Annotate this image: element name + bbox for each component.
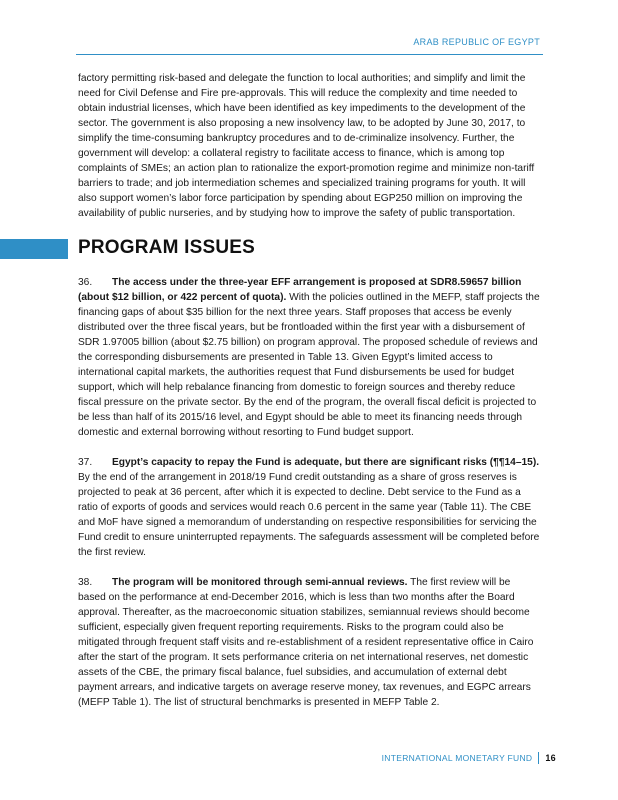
section-marker-bar	[0, 239, 68, 259]
paragraph-38	[78, 575, 540, 710]
intro-paragraph: factory permitting risk-based and delegate the function to local authorities; and simplify and limit the need for Civil Defense and Fire pre-approvals. This will reduce the complexity and time needed to obtain industrial licenses, which have been identified as key impediments to the development of the sector. The government is also proposing a new insolvency law, to be adopted by June 30, 2017, to simplify the time-consuming bankruptcy procedures and to de-criminalize insolvency. Further, the government will develop: a collateral registry to facilitate access to finance, which is among top complaints of SMEs; an action plan to rationalize the export-promotion regime and minimize non-tariff barriers to trade; and job intermediation schemes and specialized training programs for youth. It will also support women’s labor force participation by spending about EGP250 million on improving the availability of public nurseries, and by studying how to improve the safety of public transportation.	[78, 73, 535, 219]
paragraph-lead: The access under the three-year EFF arrangement is proposed at SDR8.59657 billion (about $12 billion, or 422 percent of quota).	[78, 277, 522, 303]
page-number: 16	[545, 753, 556, 763]
running-footer	[382, 752, 556, 764]
header-rule	[76, 54, 543, 55]
page-body	[78, 71, 540, 236]
section-title: PROGRAM ISSUES	[78, 237, 255, 258]
paragraph-body: With the policies outlined in the MEFP, staff projects the financing gaps of about $35 billion for the next three years. Staff proposes that access be evenly distributed over the three fiscal years, but be frontloaded within the first year with a disbursement of SDR 1.97005 billion (about $2.75 billion) on program approval. The proposed schedule of reviews and the corresponding disbursements are presented in Table 13. Given Egypt’s limited access to international capital markets, the authorities request that Fund disbursements be used for budget support, which will help rebalance financing from domestic to foreign sources and thereby reduce fiscal pressure on the private sector. By the end of the program, the overall fiscal deficit is projected to be less than half of its 2015/16 level, and Egypt should be able to meet its financing needs through domestic and external borrowing without resorting to Fund budget support.	[78, 292, 540, 438]
paragraph-body: The first review will be based on the performance at end-December 2016, which is less than two months after the Board approval. Thereafter, as the macroeconomic situation stabilizes, semiannual reviews should become sufficient, especially given frequent reporting requirements. Risks to the program could also be mitigated through frequent staff visits and re-establishment of a resident representative office in Cairo after the start of the program. It sets performance criteria on net international reserves, net domestic assets of the CBE, the primary fiscal balance, fuel subsidies, and accumulation of external debt payment arrears, and indicative targets on average reserve money, tax revenues, and EGPC arrears (MEFP Table 1). The list of structural benchmarks is presented in MEFP Table 2.	[78, 577, 534, 708]
paragraph-lead: The program will be monitored through semi-annual reviews.	[112, 577, 408, 588]
paragraph-lead: Egypt’s capacity to repay the Fund is adequate, but there are significant risks (¶¶14–15).	[112, 457, 540, 468]
program-issues-body	[78, 275, 540, 725]
paragraph-number: 37.	[78, 457, 93, 468]
footer-label: INTERNATIONAL MONETARY FUND	[381, 753, 533, 763]
paragraph-body: By the end of the arrangement in 2018/19 Fund credit outstanding as a share of gross reserves is projected to peak at 36 percent, after which it is expected to decline. Debt service to the Fund as a ratio of exports of goods and services would reach 0.6 percent in the same year (Table 11). The CBE and MoF have signed a memorandum of understanding on respective responsibilities for servicing the Fund credit to ensure uninterrupted repayments. The safeguards assessment will be completed before the first review.	[78, 472, 540, 558]
paragraph-number: 38.	[78, 577, 93, 588]
paragraph-36	[78, 275, 540, 440]
paragraph-37	[78, 455, 540, 560]
running-header: ARAB REPUBLIC OF EGYPT	[413, 37, 540, 47]
footer-divider	[538, 752, 539, 764]
paragraph-number: 36.	[78, 277, 93, 288]
